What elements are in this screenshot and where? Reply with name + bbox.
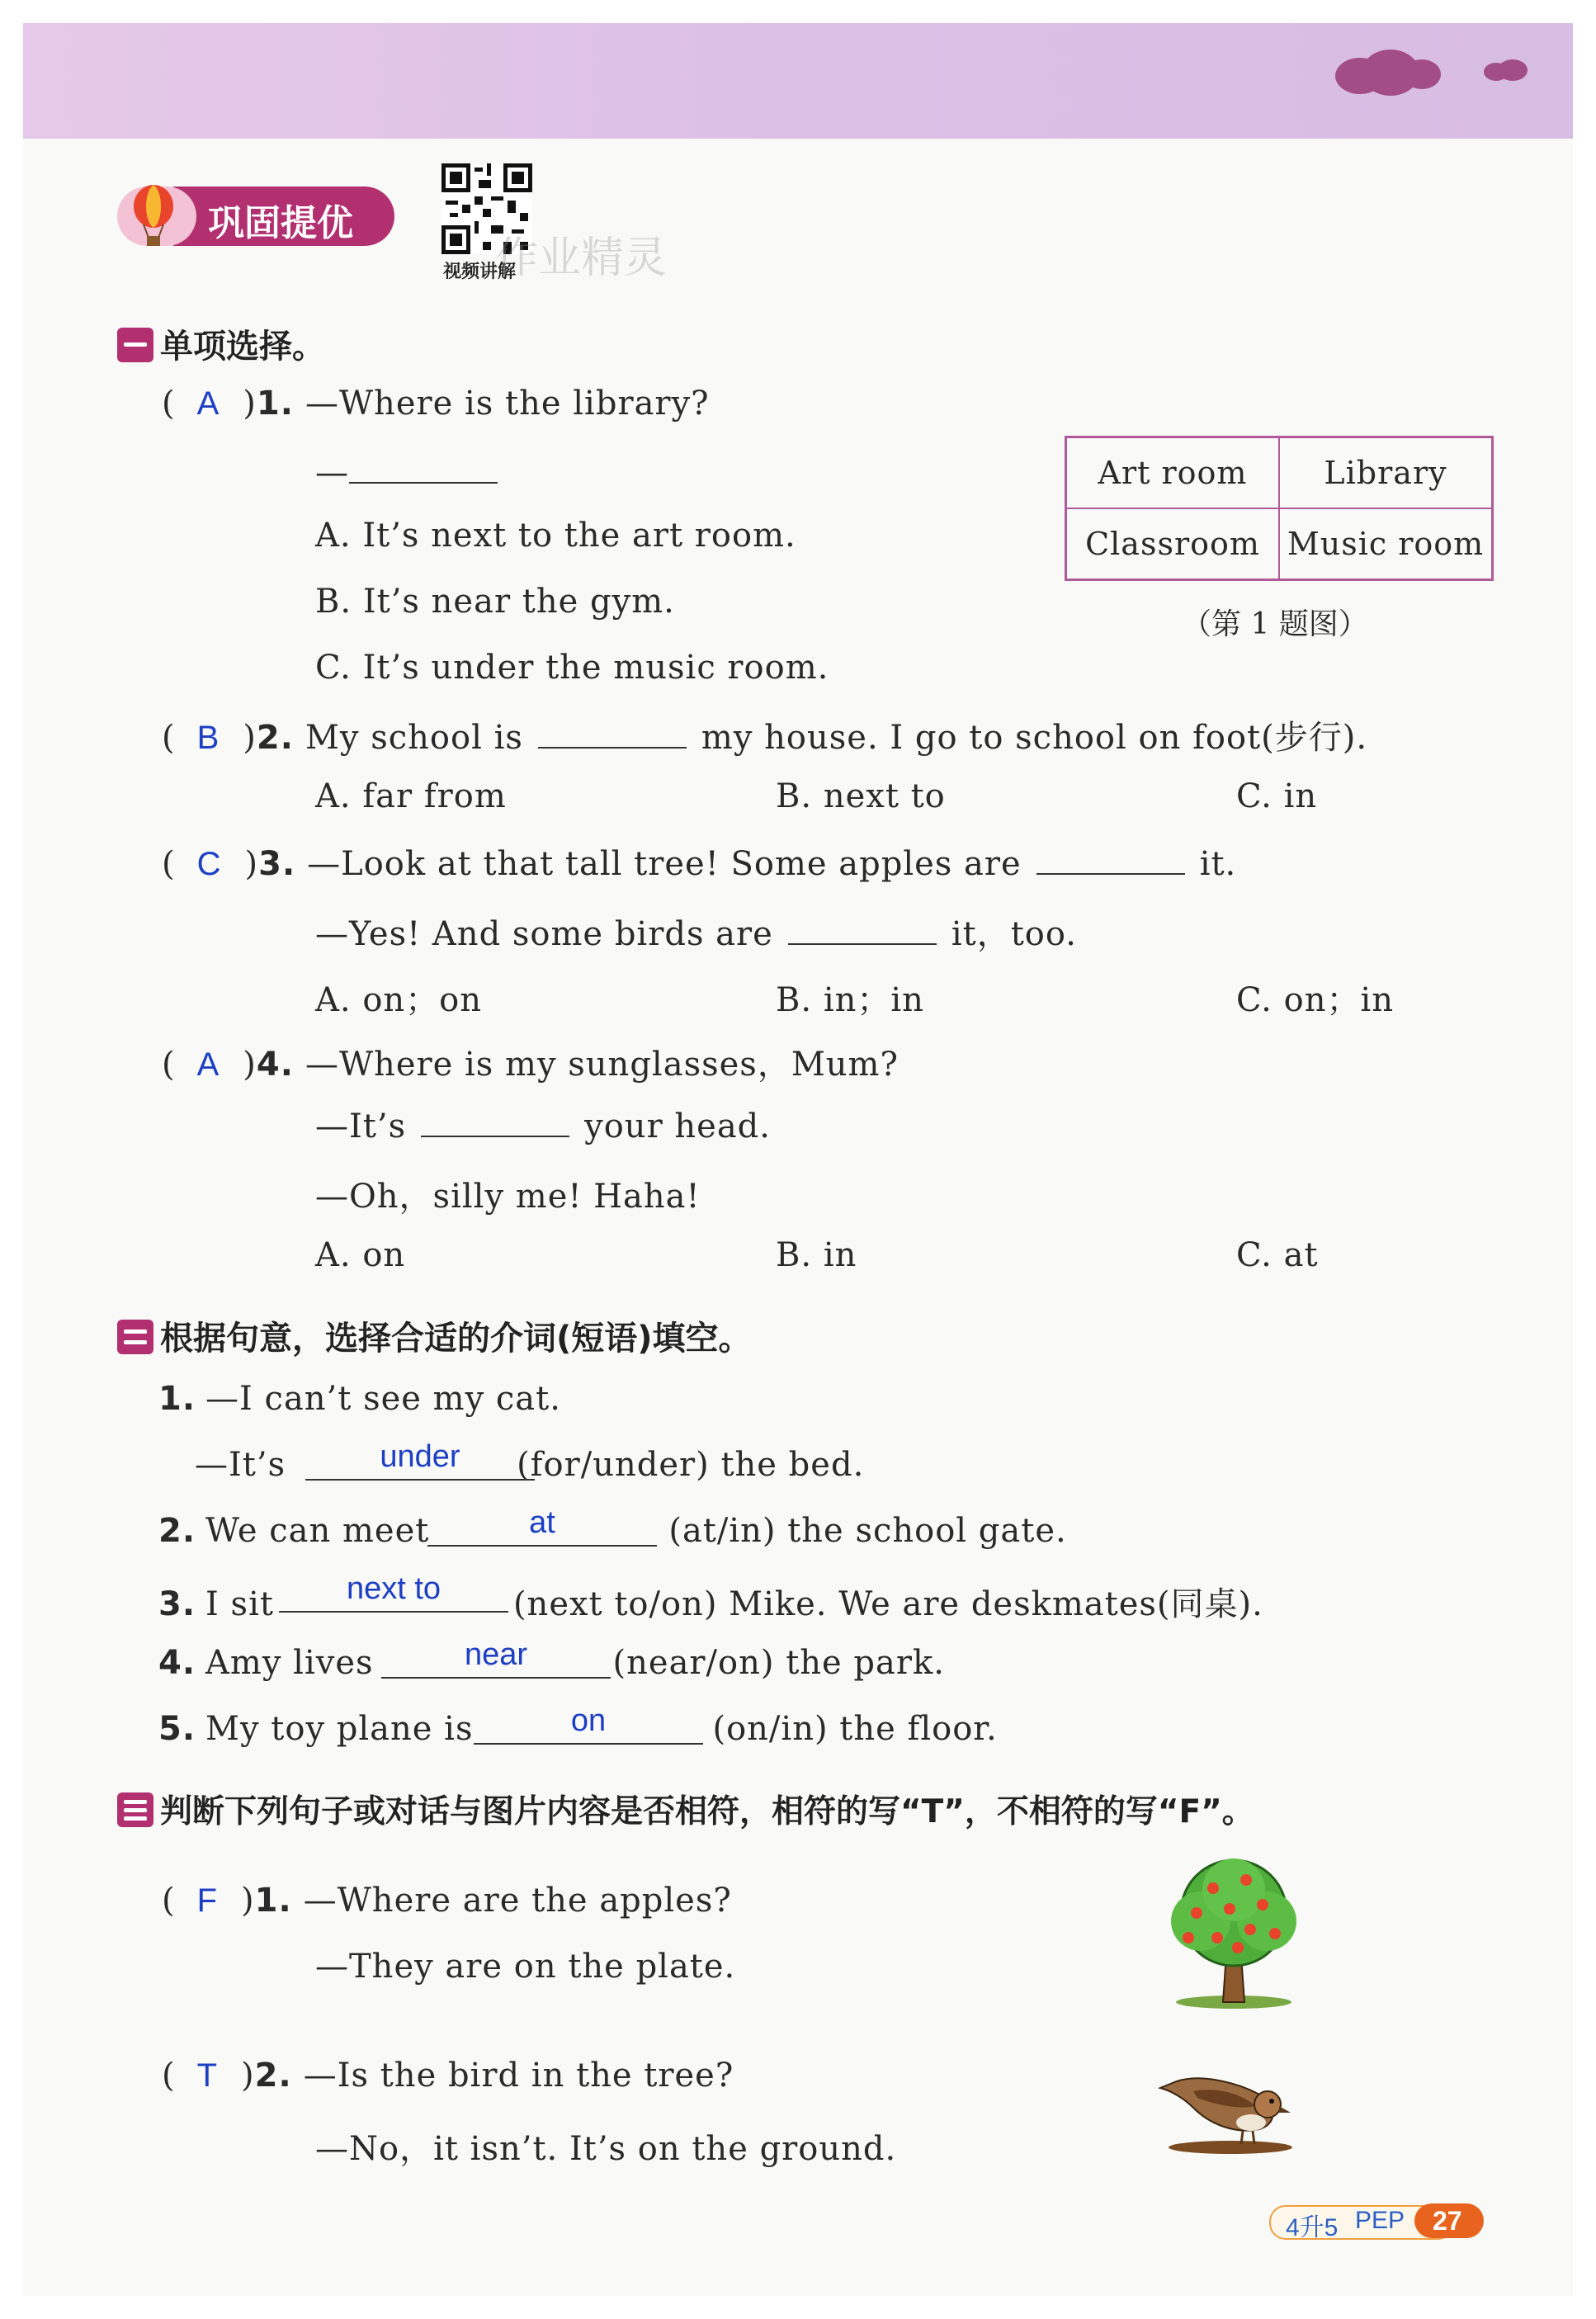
fill-2-answer[interactable]: at <box>427 1505 657 1547</box>
figure-cell-music-room: Music room <box>1279 508 1493 580</box>
judge-answer-1: F <box>196 1882 219 1919</box>
answer-1: A <box>196 385 220 422</box>
fill-1-line2: —It’s (for/under) the bed. <box>195 1446 865 1484</box>
question-3: ( C )3. —Look at that tall tree! Some apples are it. <box>162 842 1236 883</box>
judge-2-line1: ( T )2. —Is the bird in the tree? <box>162 2057 734 2095</box>
bird-on-ground-picture <box>1152 2058 1301 2157</box>
fill-3: 3. I sit (next to/on) Mike. We are deskmates(同桌). <box>158 1585 1263 1623</box>
q1-option-b: B. It’s near the gym. <box>315 583 675 621</box>
q4-option-b: B. in <box>776 1236 857 1274</box>
answer-4: A <box>196 1046 220 1083</box>
q1-option-a: A. It’s next to the art room. <box>315 517 796 555</box>
figure-cell-library: Library <box>1279 437 1493 509</box>
badge-title: 巩固提优 <box>208 202 353 244</box>
q1-reply: — <box>315 451 498 492</box>
section-two-icon <box>117 1320 153 1354</box>
q3-line-2: —Yes! And some birds are it，too. <box>315 908 1077 955</box>
page-number: 27 <box>1433 2206 1462 2236</box>
section-three-icon <box>117 1792 153 1827</box>
apple-tree-picture <box>1155 1855 1312 2012</box>
q2-option-c: C. in <box>1236 777 1318 815</box>
section2-heading: 根据句意，选择合适的介词(短语)填空。 <box>117 1312 752 1359</box>
footer-edition: PEP <box>1355 2207 1405 2234</box>
question-1: ( A )1. —Where is the library? <box>162 385 710 423</box>
fill-4-answer[interactable]: near <box>381 1637 611 1679</box>
q2-option-b: B. next to <box>776 777 946 815</box>
judge-answer-2: T <box>196 2057 219 2094</box>
q4-option-a: A. on <box>315 1236 406 1274</box>
q2-option-a: A. far from <box>315 777 507 815</box>
question-4: ( A )4. —Where is my sunglasses，Mum? <box>162 1046 899 1084</box>
q1-figure-caption: （第 1 题图） <box>1182 607 1368 641</box>
fill-1-answer[interactable]: under <box>305 1439 535 1481</box>
fill-4: 4. Amy lives (near/on) the park. <box>158 1644 945 1682</box>
section1-heading: 单项选择。 <box>117 320 325 367</box>
figure-cell-classroom: Classroom <box>1066 508 1280 580</box>
section-one-icon <box>117 328 153 362</box>
q3-option-a: A. on；on <box>315 981 483 1019</box>
question-2: ( B )2. My school is my house. I go to school on foot(步行). <box>162 711 1367 758</box>
fill-2: 2. We can meet (at/in) the school gate. <box>158 1512 1067 1550</box>
q3-option-b: B. in；in <box>776 981 924 1019</box>
section3-heading: 判断下列句子或对话与图片内容是否相符，相符的写“T”，不相符的写“F”。 <box>117 1786 1254 1832</box>
fill-5-answer[interactable]: on <box>474 1703 703 1745</box>
qr-caption: 视频讲解 <box>443 262 517 282</box>
fill-1-line1: 1. —I can’t see my cat. <box>158 1380 561 1418</box>
judge-1-line2: —They are on the plate. <box>315 1948 736 1986</box>
q4-line-3: —Oh，silly me! Haha! <box>315 1178 701 1216</box>
answer-2: B <box>196 720 220 756</box>
judge-2-line2: —No，it isn’t. It’s on the ground. <box>315 2130 897 2168</box>
judge-1-line1: ( F )1. —Where are the apples? <box>162 1882 732 1920</box>
fill-3-answer[interactable]: next to <box>279 1571 508 1613</box>
q4-line-2: —It’s your head. <box>315 1104 771 1145</box>
q4-option-c: C. at <box>1236 1236 1319 1274</box>
hot-air-balloon-icon <box>129 183 178 249</box>
answer-3: C <box>196 846 222 882</box>
fill-5: 5. My toy plane is (on/in) the floor. <box>158 1710 998 1748</box>
section-badge <box>117 183 399 249</box>
q1-figure-table <box>1065 436 1494 581</box>
figure-cell-art-room: Art room <box>1066 437 1280 509</box>
watermark: 作业精灵 <box>495 234 668 283</box>
footer-grade: 4升5 <box>1286 2214 1339 2241</box>
page-footer-badge <box>1269 2203 1485 2241</box>
q3-option-c: C. on；in <box>1236 981 1395 1019</box>
q1-option-c: C. It’s under the music room. <box>315 649 829 687</box>
